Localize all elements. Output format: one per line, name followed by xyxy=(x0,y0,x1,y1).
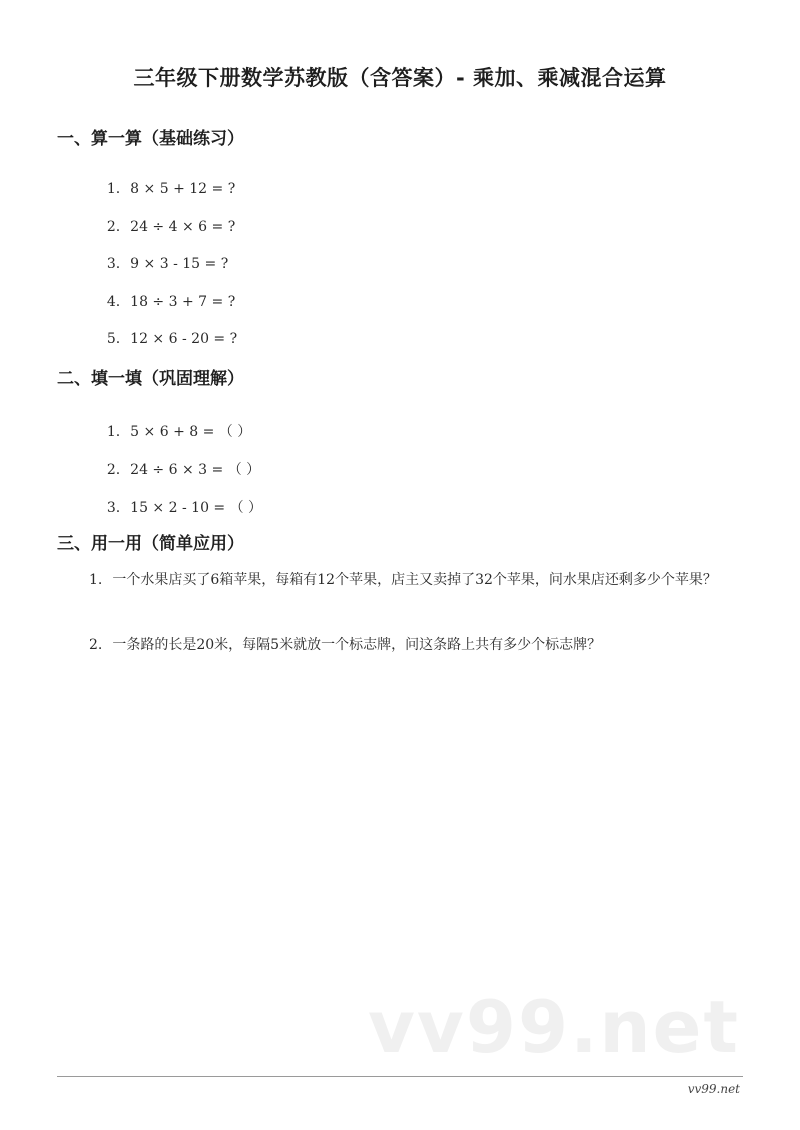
item-number: 1. xyxy=(106,181,121,197)
item-text: 一个水果店买了6箱苹果，每箱有12个苹果，店主又卖掉了32个苹果，问水果店还剩多少个苹果？ xyxy=(112,572,717,588)
item-text: 一条路的长是20米，每隔5米就放一个标志牌，问这条路上共有多少个标志牌？ xyxy=(112,637,602,653)
item-number: 1. xyxy=(106,424,121,440)
list-item xyxy=(89,481,262,533)
item-text: 18 ÷ 3 + 7 = ? xyxy=(130,294,236,310)
item-number: 4. xyxy=(106,294,121,310)
section-heading-basic-practice: 一、算一算（基础练习） xyxy=(57,129,244,149)
item-text: 5 × 6 + 8 = （ ） xyxy=(130,424,252,440)
section-heading-application: 三、用一用（简单应用） xyxy=(57,534,244,554)
item-number: 5. xyxy=(106,331,121,347)
item-text: 9 × 3 - 15 = ? xyxy=(130,256,229,272)
footer-divider xyxy=(57,1076,743,1077)
section-heading-consolidation: 二、填一填（巩固理解） xyxy=(57,369,244,389)
item-number: 2. xyxy=(106,462,121,478)
word-problem xyxy=(57,568,747,592)
item-text: 8 × 5 + 12 = ? xyxy=(130,181,236,197)
item-text: 24 ÷ 4 × 6 = ? xyxy=(130,219,236,235)
document-title: 三年级下册数学苏教版（含答案）- 乘加、乘减混合运算 xyxy=(133,66,667,90)
item-text: 24 ÷ 6 × 3 = （ ） xyxy=(130,462,261,478)
item-text: 12 × 6 - 20 = ? xyxy=(130,331,238,347)
item-number: 2. xyxy=(106,219,121,235)
item-number: 3. xyxy=(106,500,121,516)
watermark: vv99.net xyxy=(368,985,740,1069)
item-number: 3. xyxy=(106,256,121,272)
item-text: 15 × 2 - 10 = （ ） xyxy=(130,500,263,516)
footer-site-name: vv99.net xyxy=(687,1082,740,1096)
word-problem xyxy=(57,633,747,657)
item-number: 1. xyxy=(89,572,103,588)
list-item xyxy=(89,315,237,363)
item-number: 2. xyxy=(89,637,103,653)
